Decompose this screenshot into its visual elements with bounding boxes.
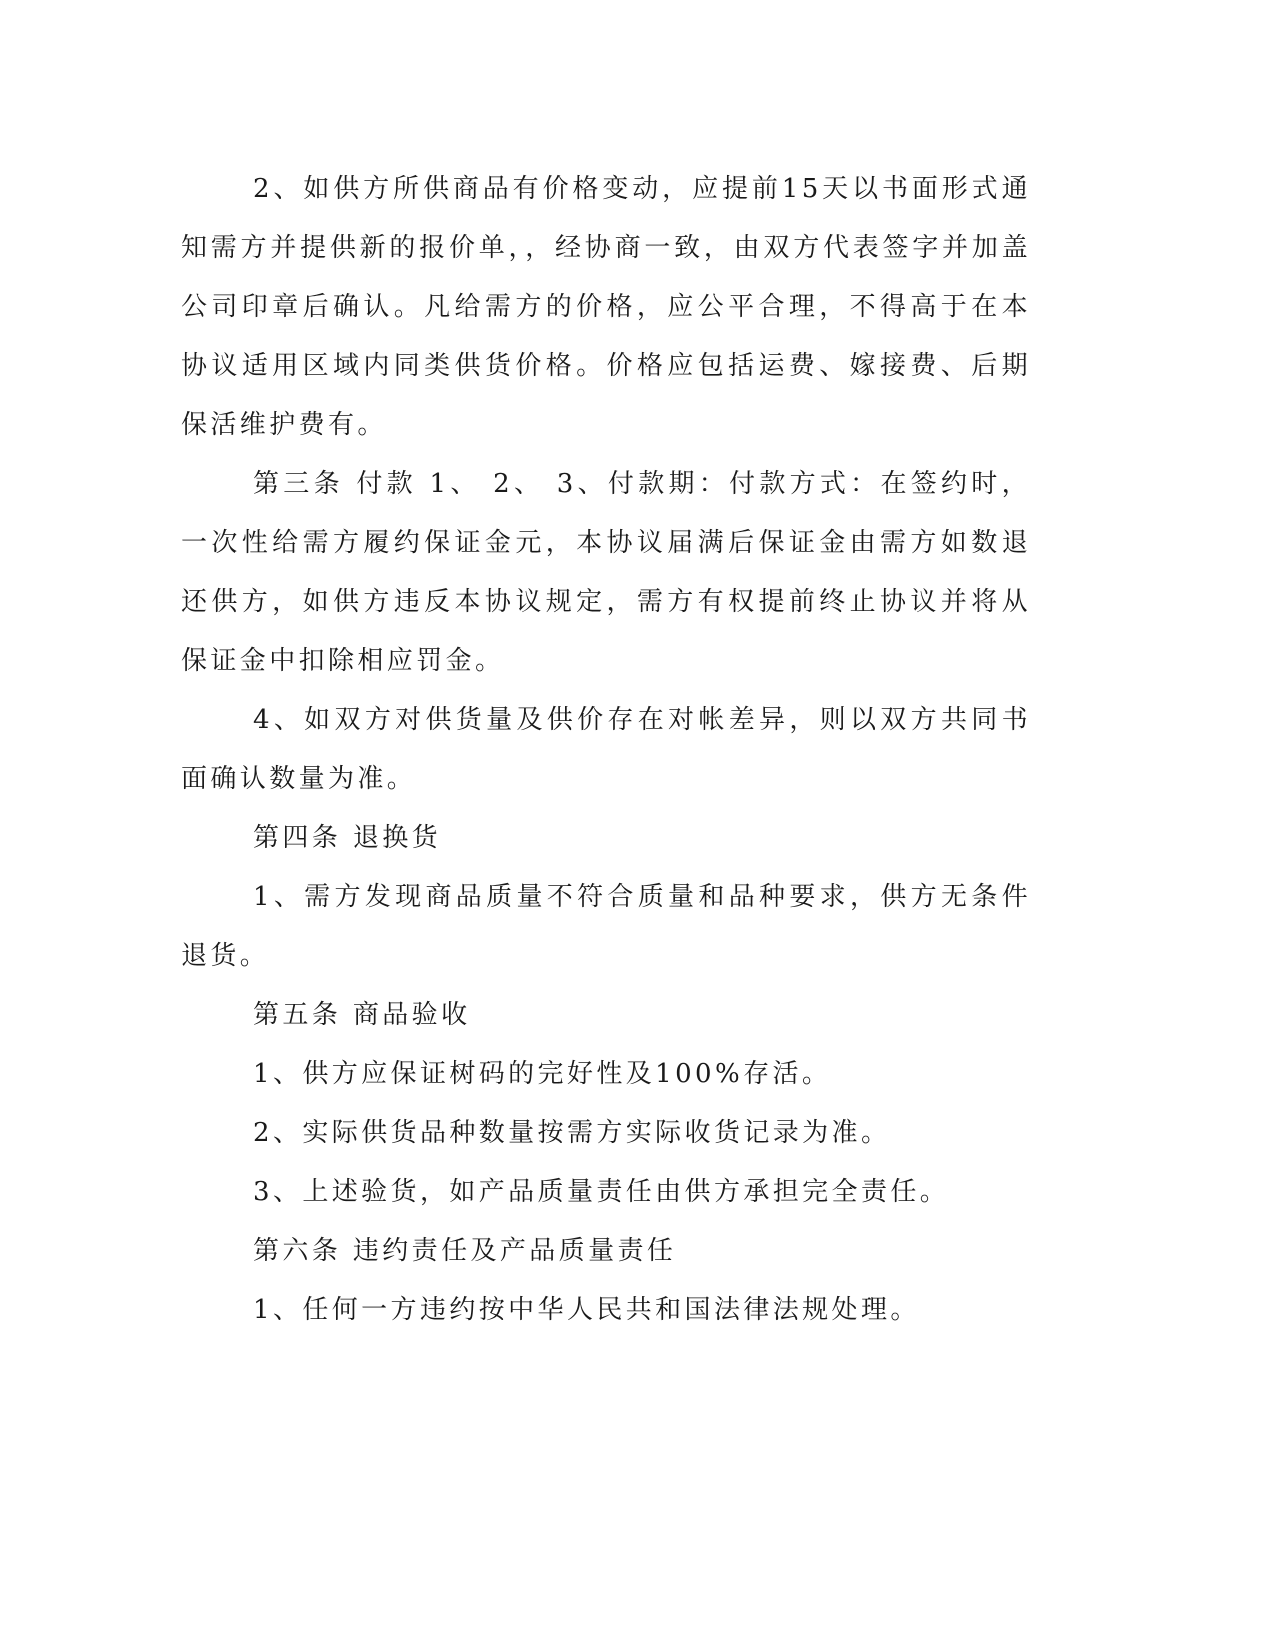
document-body — [181, 160, 1031, 1340]
paragraph-acceptance-clause-3: 3、上述验货，如产品质量责任由供方承担完全责任。 — [253, 1177, 950, 1207]
heading-article-4-returns: 第四条 退换货 — [253, 823, 442, 853]
heading-article-6-liability: 第六条 违约责任及产品质量责任 — [253, 1236, 677, 1266]
heading-article-5-acceptance: 第五条 商品验收 — [253, 1000, 471, 1030]
paragraph-reconciliation: 4、如双方对供货量及供价存在对帐差异，则以双方共同书面确认数量为准。 — [181, 705, 1031, 794]
paragraph-returns-clause-1: 1、需方发现商品质量不符合质量和品种要求，供方无条件退货。 — [181, 882, 1031, 971]
paragraph-liability-clause-1: 1、任何一方违约按中华人民共和国法律法规处理。 — [253, 1295, 920, 1325]
paragraph-acceptance-clause-1: 1、供方应保证树码的完好性及100%存活。 — [253, 1059, 832, 1089]
paragraph-acceptance-clause-2: 2、实际供货品种数量按需方实际收货记录为准。 — [253, 1118, 891, 1148]
paragraph-article-3-payment: 第三条 付款 1、 2、 3、付款期：付款方式：在签约时，一次性给需方履约保证金元，本协议届满后保证金由需方如数退还供方，如供方违反本协议规定，需方有权提前终止协议并将从保证金中扣除相应罚金。 — [181, 469, 1031, 676]
paragraph-price-change: 2、如供方所供商品有价格变动，应提前15天以书面形式通知需方并提供新的报价单，，经协商一致，由双方代表签字并加盖公司印章后确认。凡给需方的价格，应公平合理，不得高于在本协议适用区域内同类供货价格。价格应包括运费、嫁接费、后期保活维护费有。 — [181, 174, 1031, 440]
